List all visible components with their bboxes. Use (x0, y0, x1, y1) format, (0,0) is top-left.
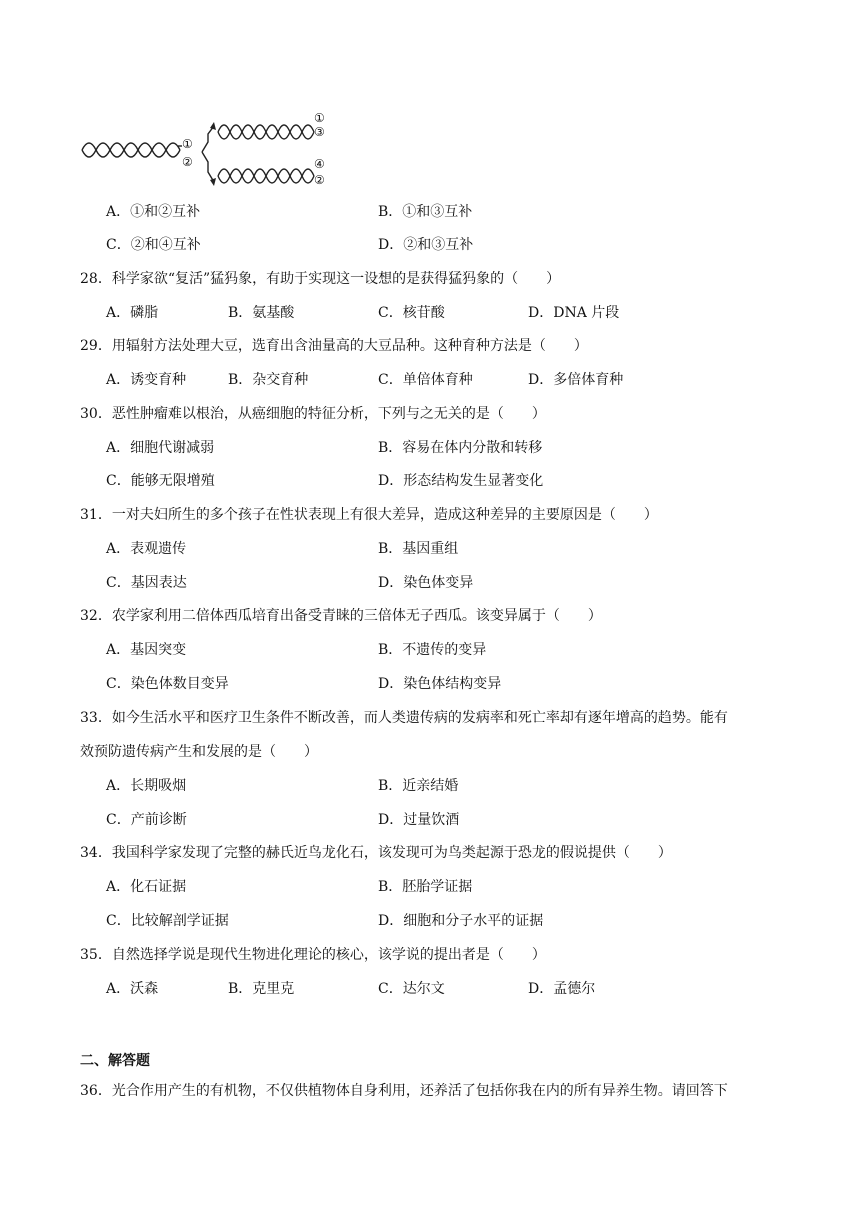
diagram-label-parent-1: ① (182, 137, 193, 151)
q31-option-a: A．表观遗传 (106, 541, 187, 557)
q32-number: 32． (80, 608, 112, 624)
q28-text: 科学家欲“复活”猛犸象，有助于实现这一设想的是获得猛犸象的（ ） (111, 271, 561, 287)
q29-stem (80, 337, 588, 355)
q34-number: 34． (80, 845, 112, 861)
q33-option-a: A．长期吸烟 (106, 778, 187, 794)
q28-option-c: C．核苷酸 (378, 305, 445, 321)
arrowhead-up (210, 122, 216, 130)
q28-option-b: B．氨基酸 (228, 305, 295, 321)
dna-replication-diagram (78, 106, 338, 190)
q32-option-c: C．染色体数目变异 (106, 676, 229, 692)
q32-option-d: D．染色体结构变异 (378, 676, 502, 692)
q33-stem-line-2: 效预防遗传病产生和发展的是（ ） (80, 744, 318, 760)
q35-option-a: A．沃森 (106, 981, 159, 997)
q33-option-c: C．产前诊断 (106, 812, 187, 828)
q30-option-a: A．细胞代谢减弱 (106, 440, 215, 456)
q30-option-c: C．能够无限增殖 (106, 473, 215, 489)
q27-option-d: D．②和③互补 (378, 237, 474, 253)
q34-option-b: B．胚胎学证据 (378, 879, 473, 895)
q32-option-a: A．基因突变 (106, 642, 187, 658)
q27-option-b: B．①和③互补 (378, 204, 473, 220)
q32-stem (80, 607, 602, 625)
q36-stem: 36．光合作用产生的有机物，不仅供植物体自身利用，还养活了包括你我在内的所有异养生物。请回答下 (80, 1083, 728, 1099)
q31-option-c: C．基因表达 (106, 575, 187, 591)
q30-number: 30． (80, 406, 112, 422)
q33-text-1: 如今生活水平和医疗卫生条件不断改善，而人类遗传病的发病率和死亡率却有逐年增高的趋势。能有 (111, 710, 728, 726)
q28-option-a: A．磷脂 (106, 305, 159, 321)
q33-option-b: B．近亲结婚 (378, 778, 459, 794)
q35-text: 自然选择学说是现代生物进化理论的核心，该学说的提出者是（ ） (111, 947, 546, 963)
q28-stem (80, 270, 560, 288)
q32-text: 农学家利用二倍体西瓜培育出备受青睐的三倍体无子西瓜。该变异属于（ ） (111, 608, 602, 624)
fork-arrow-up (202, 126, 214, 152)
q30-option-d: D．形态结构发生显著变化 (378, 473, 544, 489)
q28-option-d: D．DNA 片段 (528, 305, 620, 321)
q35-stem (80, 946, 546, 964)
q34-stem (80, 844, 672, 862)
q33-option-d: D．过量饮酒 (378, 812, 460, 828)
q31-option-b: B．基因重组 (378, 541, 459, 557)
q34-option-a: A．化石证据 (106, 879, 187, 895)
q33-stem-line-1 (80, 709, 728, 727)
diagram-label-parent-2: ② (182, 155, 193, 169)
q35-number: 35． (80, 947, 112, 963)
q35-option-d: D．孟德尔 (528, 981, 596, 997)
q28-number: 28． (80, 271, 112, 287)
section-title: 二、解答题 (80, 1053, 150, 1069)
q31-text: 一对夫妇所生的多个孩子在性状表现上有很大差异，造成这种差异的主要原因是（ ） (111, 507, 658, 523)
q29-option-d: D．多倍体育种 (528, 372, 624, 388)
diagram-label-bottom-4: ④ (314, 157, 325, 171)
q29-number: 29． (80, 338, 112, 354)
q27-option-a: A．①和②互补 (106, 204, 201, 220)
q31-number: 31． (80, 507, 112, 523)
parent-strand-2 (82, 143, 180, 157)
q31-stem (80, 506, 658, 524)
q29-text: 用辐射方法处理大豆，选育出含油量高的大豆品种。这种育种方法是（ ） (111, 338, 588, 354)
q32-option-b: B．不遗传的变异 (378, 642, 487, 658)
diagram-label-top-1: ① (314, 111, 325, 125)
q29-option-b: B．杂交育种 (228, 372, 309, 388)
q29-option-a: A．诱变育种 (106, 372, 187, 388)
q30-option-b: B．容易在体内分散和转移 (378, 440, 543, 456)
q30-stem (80, 405, 546, 423)
q29-option-c: C．单倍体育种 (378, 372, 473, 388)
q35-option-b: B．克里克 (228, 981, 295, 997)
q35-option-c: C．达尔文 (378, 981, 445, 997)
arrowhead-down (210, 178, 216, 186)
q34-option-d: D．细胞和分子水平的证据 (378, 913, 544, 929)
fork-arrow-down (202, 152, 214, 182)
q30-text: 恶性肿瘤难以根治，从癌细胞的特征分析，下列与之无关的是（ ） (111, 406, 546, 422)
q34-option-c: C．比较解剖学证据 (106, 913, 229, 929)
q34-text: 我国科学家发现了完整的赫氏近鸟龙化石，该发现可为鸟类起源于恐龙的假说提供（ ） (111, 845, 672, 861)
q33-number: 33． (80, 710, 112, 726)
diagram-label-bottom-2: ② (314, 173, 325, 187)
q27-option-c: C．②和④互补 (106, 237, 201, 253)
diagram-label-top-3: ③ (314, 125, 325, 139)
q31-option-d: D．染色体变异 (378, 575, 474, 591)
